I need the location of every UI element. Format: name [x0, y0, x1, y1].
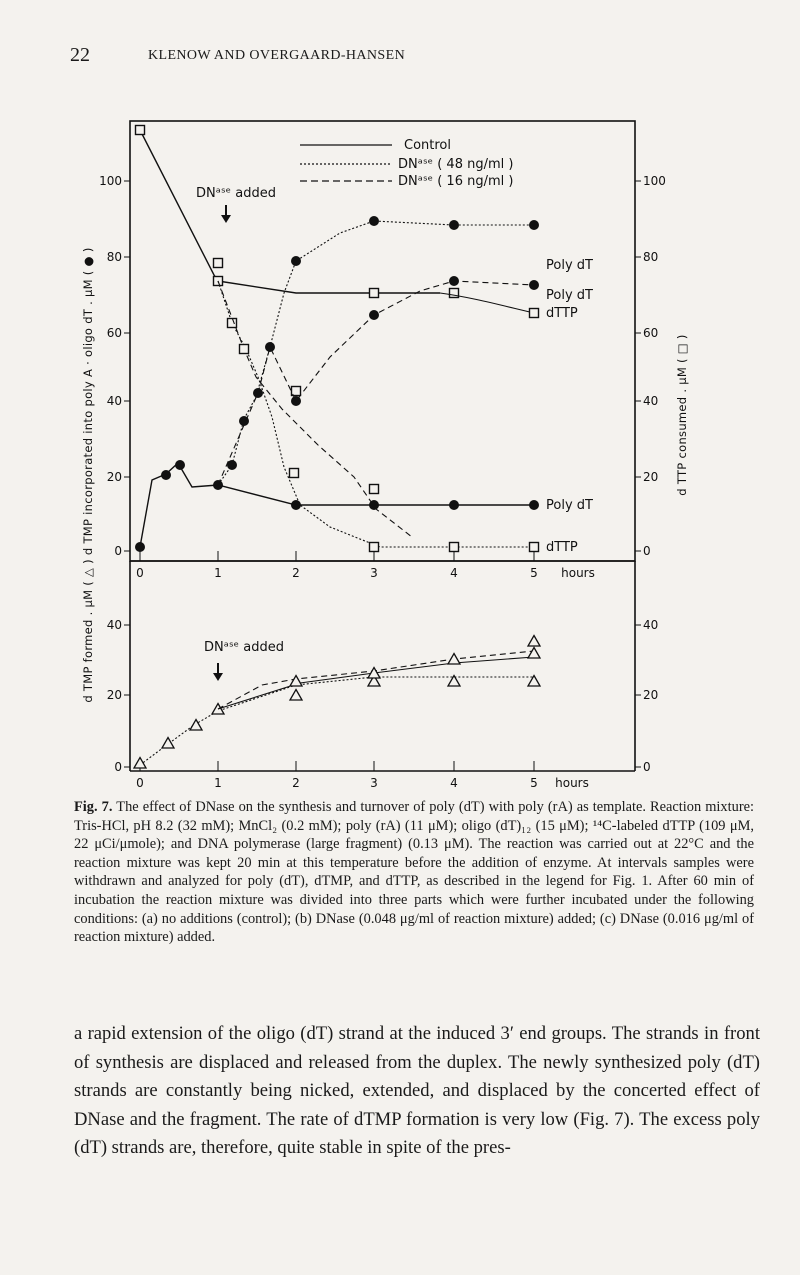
marker-dot: [449, 220, 459, 230]
tick-label: 80: [106, 250, 122, 264]
marker-dot: [161, 470, 171, 480]
series-polydt-dnase-16: [218, 276, 539, 485]
tick-label: 0: [114, 544, 122, 558]
tick-label: 40: [643, 618, 659, 632]
marker-dot: [529, 280, 539, 290]
tick-label: 20: [643, 688, 659, 702]
marker-triangle: [134, 758, 146, 769]
marker-dot: [135, 542, 145, 552]
tick-label: 100: [99, 174, 122, 188]
tick-label: 4: [450, 566, 458, 580]
label-dttp-2: dTTP: [546, 540, 578, 555]
top-x-ticks: [136, 551, 595, 580]
marker-triangle: [448, 676, 460, 687]
marker-square: [450, 543, 459, 552]
marker-dot: [175, 460, 185, 470]
tick-label: 0: [136, 776, 144, 790]
legend-dnase-16: DNᵃˢᵉ ( 16 ng/ml ): [398, 174, 514, 189]
running-head: [70, 44, 740, 68]
tick-label: 20: [106, 688, 122, 702]
page-number: 22: [70, 44, 90, 66]
figure-caption: [74, 798, 754, 947]
marker-triangle: [290, 690, 302, 701]
marker-dot: [449, 500, 459, 510]
label-poly-dt-2: Poly dT: [546, 288, 593, 303]
tick-label: 0: [643, 760, 651, 774]
tick-label: 0: [136, 566, 144, 580]
marker-dot: [529, 220, 539, 230]
dnase-added-top-label: DNᵃˢᵉ added: [196, 186, 276, 201]
marker-triangle: [448, 654, 460, 665]
tick-label: 40: [106, 618, 122, 632]
caption-text: The effect of DNase on the synthesis and turnover of poly (dT) with poly (rA) as template. Reaction mixture: Tris-HCl, pH 8.2 (32 mM); MnCl₂ (0.2 mM); poly (rA) (11 μM); oligo (dT)₁₂ (15 μM); ¹⁴C-labeled dTTP (109 μM, 22 μCi/μmole); and DNA polymerase (large fragment) (0.13 μM). The reaction was carried out at 22°C and the reaction mixture was kept 20 min at this temperature before the addition of enzyme. At intervals samples were withdrawn and analyzed for poly (dT), dTMP, and dTTP, as described in the legend for Fig. 1. After 60 min of incubation the reaction mixture was divided into three parts which were further incubated under the following conditions: (a) no additions (control); (b) DNase (0.048 μg/ml of reaction mixture) added; (c) DNase (0.016 μg/ml of reaction mixture) added.: [74, 799, 754, 946]
tick-label: 40: [643, 394, 659, 408]
series-dtmp-control: [134, 676, 540, 769]
tick-label: 3: [370, 566, 378, 580]
marker-square: [136, 126, 145, 135]
tick-label: 1: [214, 776, 222, 790]
marker-triangle: [162, 738, 174, 749]
bottom-left-y-ticks: [107, 618, 130, 774]
marker-triangle: [528, 648, 540, 659]
tick-label: 100: [643, 174, 666, 188]
tick-label: 60: [643, 326, 659, 340]
bottom-right-y-ticks: [635, 618, 658, 774]
label-poly-dt-1: Poly dT: [546, 258, 593, 273]
dnase-added-bottom-label: DNᵃˢᵉ added: [204, 640, 284, 655]
tick-label: 3: [370, 776, 378, 790]
tick-label: 20: [643, 470, 659, 484]
tick-label: 2: [292, 566, 300, 580]
label-dttp-1: dTTP: [546, 306, 578, 321]
legend-dnase-48: DNᵃˢᵉ ( 48 ng/ml ): [398, 157, 514, 172]
figure-7: [0, 85, 800, 795]
marker-square: [214, 259, 223, 268]
tick-label: 0: [643, 544, 651, 558]
marker-dot: [291, 500, 301, 510]
tick-label: 20: [106, 470, 122, 484]
body-paragraph: a rapid extension of the oligo (dT) strand at the induced 3′ end groups. The strands in front of synthesis are displaced and released from the duplex. The newly synthesized poly (dT) strands are constantly being nicked, extended, and displaced by the concerted effect of DNase and the fragment. The rate of dTMP formation is very low (Fig. 7). The excess poly (dT) strands are, therefore, quite stable in spite of the pres-: [74, 1023, 760, 1158]
top-hours-label: hours: [561, 566, 595, 580]
marker-square: [370, 485, 379, 494]
marker-dot: [265, 342, 275, 352]
marker-dot: [449, 276, 459, 286]
tick-label: 0: [114, 760, 122, 774]
caption-label: Fig. 7.: [74, 799, 113, 815]
tick-label: 80: [643, 250, 659, 264]
tick-label: 4: [450, 776, 458, 790]
bottom-hours-label: hours: [555, 776, 589, 790]
marker-dot: [291, 256, 301, 266]
bottom-x-ticks: [136, 761, 589, 790]
tick-label: 40: [106, 394, 122, 408]
marker-dot: [529, 500, 539, 510]
series-polydt-control: [135, 460, 539, 552]
down-arrow-icon: [213, 663, 223, 681]
marker-triangle: [190, 720, 202, 731]
marker-dot: [369, 500, 379, 510]
running-title: KLENOW AND OVERGAARD-HANSEN: [148, 48, 406, 63]
marker-dot: [369, 216, 379, 226]
figure-7-graph: [0, 85, 800, 795]
legend-control: Control: [404, 138, 451, 153]
marker-square: [228, 319, 237, 328]
tick-label: 60: [106, 326, 122, 340]
series-dttp-dnase-16: [218, 281, 412, 537]
marker-triangle: [528, 636, 540, 647]
marker-dot: [291, 396, 301, 406]
marker-square: [290, 469, 299, 478]
marker-square: [530, 309, 539, 318]
marker-dot: [253, 388, 263, 398]
marker-square: [530, 543, 539, 552]
label-poly-dt-3: Poly dT: [546, 498, 593, 513]
top-left-y-ticks: [99, 174, 130, 558]
legend: [300, 138, 513, 189]
tick-label: 1: [214, 566, 222, 580]
left-axis-label: d TMP formed . μM ( △ ) d TMP incorporated into poly A · oligo dT . μM ( ● ): [81, 247, 95, 703]
marker-square: [370, 543, 379, 552]
down-arrow-icon: [221, 205, 231, 223]
marker-triangle: [290, 676, 302, 687]
marker-dot: [369, 310, 379, 320]
right-axis-label: d TTP consumed . μM ( □ ): [675, 334, 689, 496]
tick-label: 2: [292, 776, 300, 790]
tick-label: 5: [530, 776, 538, 790]
marker-square: [240, 345, 249, 354]
tick-label: 5: [530, 566, 538, 580]
marker-triangle: [528, 676, 540, 687]
series-polydt-dnase-48: [218, 216, 539, 485]
top-right-y-ticks: [635, 174, 666, 558]
marker-square: [370, 289, 379, 298]
